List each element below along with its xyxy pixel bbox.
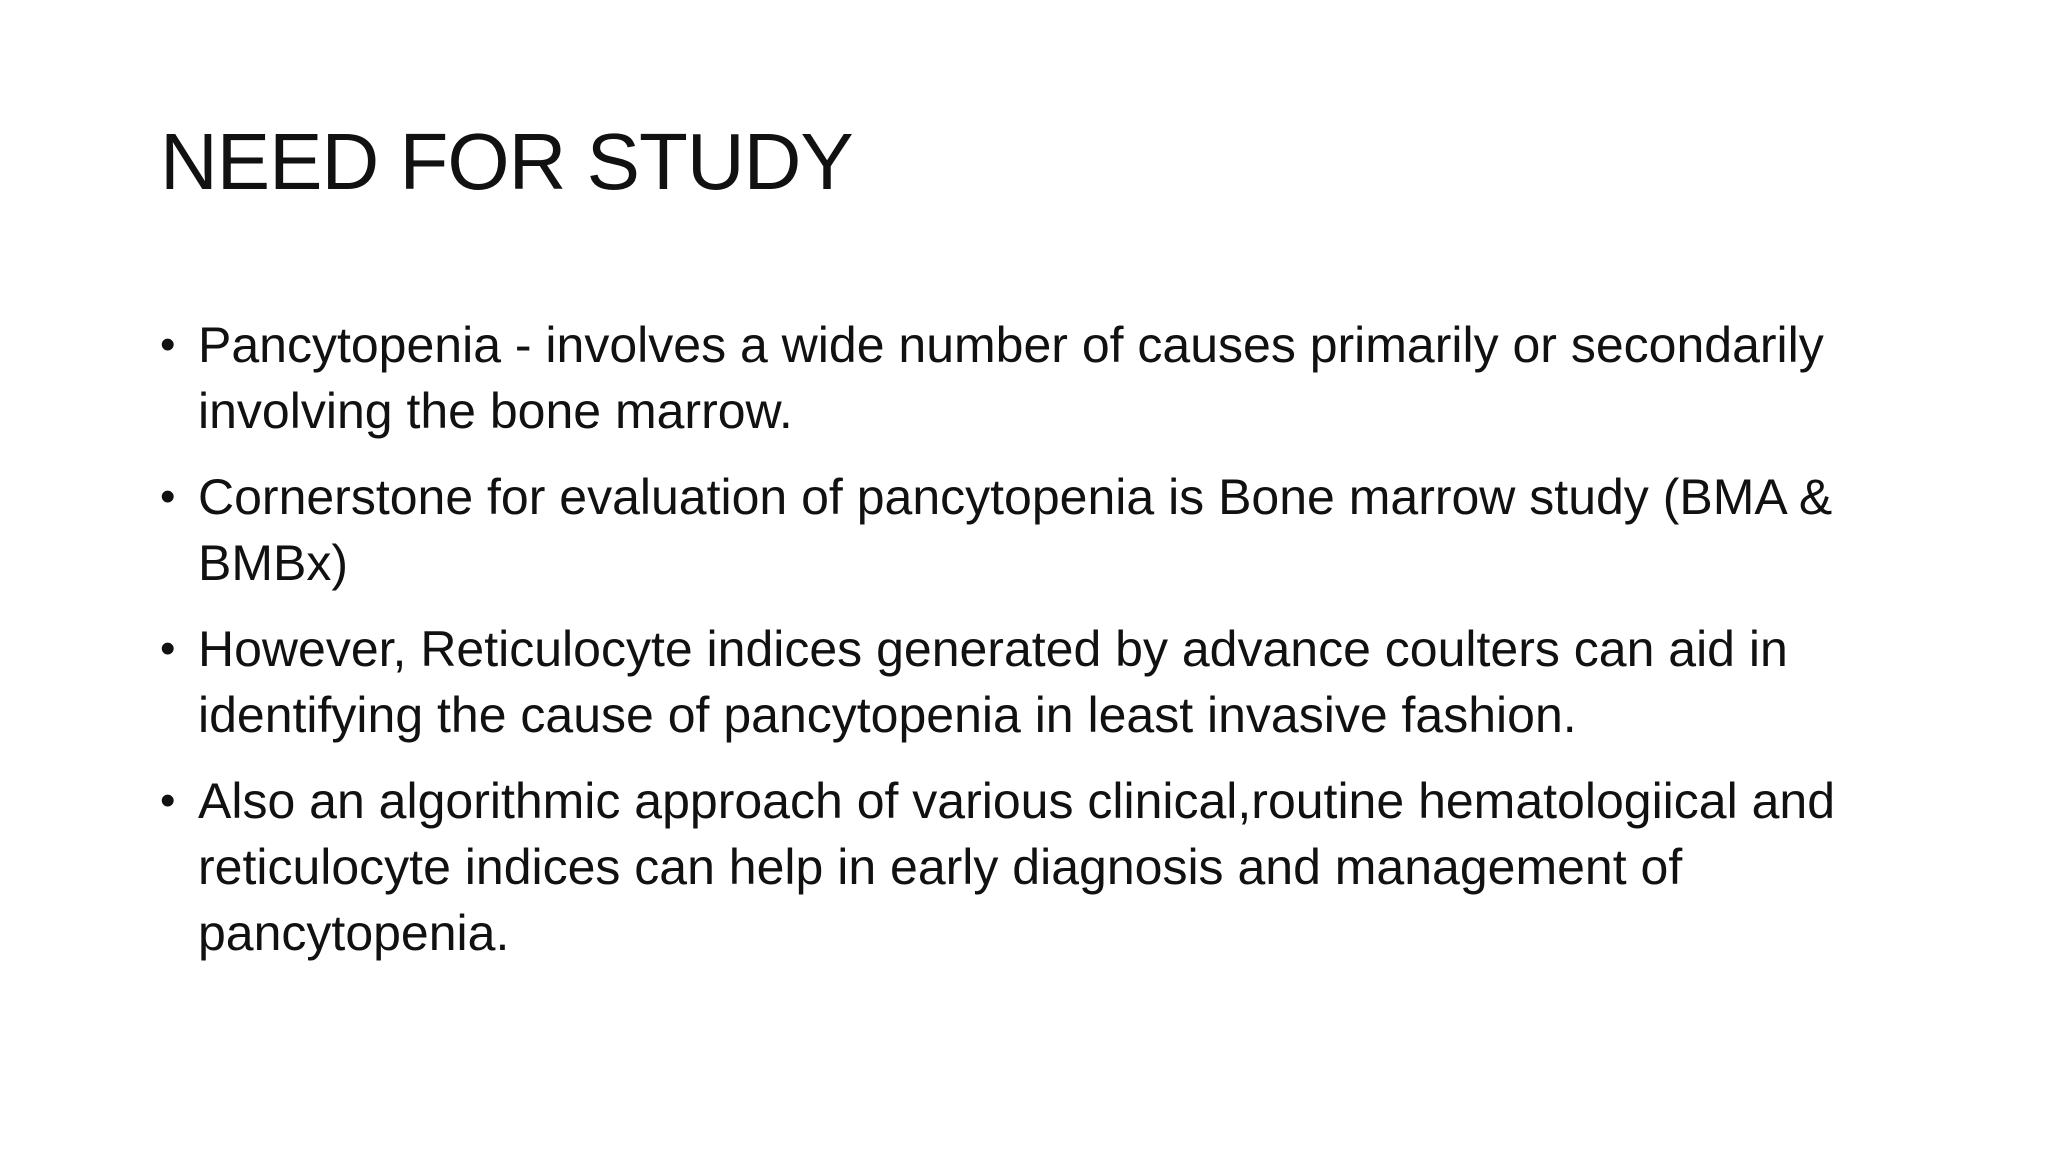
bullet-text: Pancytopenia - involves a wide number of causes primarily or secondarily involving the bone marrow. bbox=[198, 317, 1824, 439]
bullet-item bbox=[160, 768, 1920, 966]
bullet-dot-icon: • bbox=[160, 776, 176, 825]
bullet-item bbox=[160, 616, 1920, 748]
bullet-text: Also an algorithmic approach of various clinical,routine hematologiical and reticulocyte indices can help in early diagnosis and management of pancytopenia. bbox=[198, 773, 1836, 961]
bullet-dot-icon: • bbox=[160, 624, 176, 673]
slide-title: NEED FOR STUDY bbox=[160, 117, 853, 206]
bullet-dot-icon: • bbox=[160, 320, 176, 369]
bullet-text: Cornerstone for evaluation of pancytopenia is Bone marrow study (BMA & BMBx) bbox=[198, 469, 1833, 591]
bullet-item bbox=[160, 464, 1920, 596]
bullet-text: However, Reticulocyte indices generated by advance coulters can aid in identifying the cause of pancytopenia in least invasive fashion. bbox=[198, 621, 1788, 743]
bullet-dot-icon: • bbox=[160, 472, 176, 521]
bullet-item bbox=[160, 312, 1920, 444]
bullet-list bbox=[160, 312, 1920, 986]
